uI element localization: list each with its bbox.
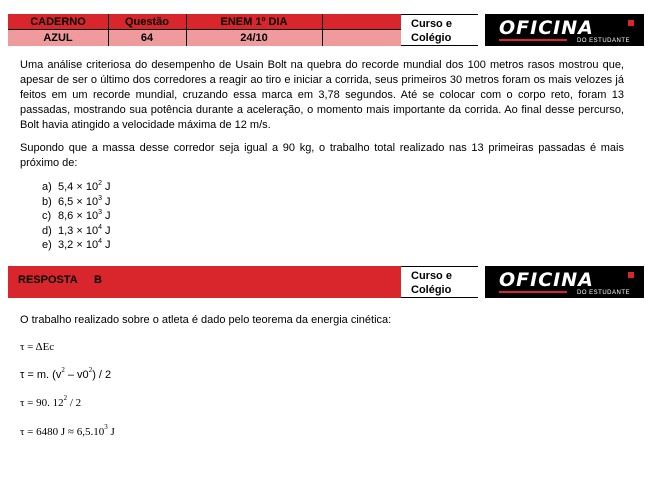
caderno-value: AZUL [43, 32, 73, 44]
exam-label: ENEM 1º DIA [220, 16, 288, 28]
logo-text: OFICINA [499, 269, 594, 291]
curso-line1: Curso e [411, 18, 452, 30]
alt-base: 1,3 × 10 [58, 224, 99, 237]
alt-unit: J [101, 181, 111, 193]
question-paragraph-2: Supondo que a massa desse corredor seja igual a 90 kg, o trabalho total realizado nas 13 primeiras passadas é mais próximo de: [20, 142, 624, 169]
logo-subtitle: DO ESTUDANTE [576, 38, 630, 44]
alternative-a [42, 180, 111, 195]
alternative-c [42, 209, 111, 224]
eq3-exponent: 2 [63, 394, 68, 402]
alt-exponent: 3 [98, 194, 102, 202]
alternatives-list [42, 180, 111, 253]
eq3-part: / 2 [67, 397, 82, 409]
caderno-label: CADERNO [30, 16, 86, 28]
alt-unit: J [101, 224, 111, 237]
logo-underline [499, 39, 567, 41]
curso-line2: Colégio [411, 284, 452, 296]
eq4-part: τ = 6480 J ≈ 6,5.10 [20, 426, 105, 438]
solution-intro: O trabalho realizado sobre o atleta é dado pelo teorema da energia cinética: [20, 314, 392, 326]
answer-header [8, 266, 644, 298]
logo-accent [628, 20, 634, 26]
eq2-part: ) / 2 [92, 369, 112, 381]
eq2-exponent: 2 [61, 366, 65, 374]
alt-exponent: 4 [98, 223, 102, 231]
curso-line1: Curso e [411, 270, 452, 282]
alt-unit: J [101, 195, 111, 208]
equation-2 [20, 366, 112, 381]
curso-colegio-label [401, 14, 478, 46]
question-header [8, 14, 644, 46]
oficina-logo [485, 14, 644, 46]
alternative-d [42, 224, 111, 239]
resposta-label: RESPOSTA [18, 274, 78, 286]
alt-letter: a) [42, 181, 52, 193]
eq4-part: J [107, 426, 115, 438]
equation-1: τ = ΔEc [20, 341, 55, 353]
logo-accent [628, 272, 634, 278]
alt-base: 8,6 × 10 [58, 210, 99, 222]
alt-base: 3,2 × 10 [58, 239, 99, 251]
alt-letter: e) [42, 239, 52, 251]
logo-text: OFICINA [499, 17, 594, 39]
alt-base: 5,4 × 10 [58, 181, 99, 193]
questao-value: 64 [140, 32, 154, 44]
eq4-exponent: 3 [104, 423, 108, 431]
alt-exponent: 2 [98, 180, 102, 187]
alt-exponent: 4 [98, 238, 102, 245]
alternative-e [42, 238, 111, 253]
alt-unit: J [101, 239, 111, 251]
eq3-part: τ = 90. 12 [20, 397, 64, 409]
equation-4 [20, 423, 115, 438]
eq2-part: τ = m. (v [20, 369, 62, 381]
alternative-b [42, 195, 111, 210]
eq2-part: – v0 [64, 369, 89, 381]
question-paragraph-1: Uma análise criteriosa do desempenho de Usain Bolt na quebra do recorde mundial dos 100 metros rasos mostrou que, apesar de ser o último dos corredores a reagir ao tiro e iniciar a corrida, seus primeiros 30 metros foram os mais velozes já feitos em um recorde mundial, cruzando essa marca em 3,78 segundos. Até se colocar com o corpo reto, foram 13 passadas, mostrando sua potência durante a aceleração, o momento mais importante da corrida. Ao final desse percurso, Bolt havia atingido a velocidade máxima de 12 m/s. [20, 59, 624, 131]
oficina-logo [485, 266, 644, 298]
curso-colegio-label [401, 266, 478, 298]
divider [322, 14, 323, 46]
alt-exponent: 3 [98, 209, 102, 216]
logo-subtitle: DO ESTUDANTE [576, 290, 630, 296]
alt-unit: J [101, 210, 111, 222]
alt-letter: d) [42, 224, 52, 237]
alt-base: 6,5 × 10 [58, 195, 99, 208]
resposta-value: B [94, 274, 102, 286]
curso-line2: Colégio [411, 32, 452, 44]
eq2-exponent: 2 [88, 366, 93, 374]
alt-letter: b) [42, 195, 52, 208]
exam-date: 24/10 [240, 32, 268, 44]
questao-label: Questão [124, 16, 169, 28]
alt-letter: c) [42, 210, 52, 222]
logo-underline [499, 291, 567, 293]
equation-3 [20, 394, 82, 409]
